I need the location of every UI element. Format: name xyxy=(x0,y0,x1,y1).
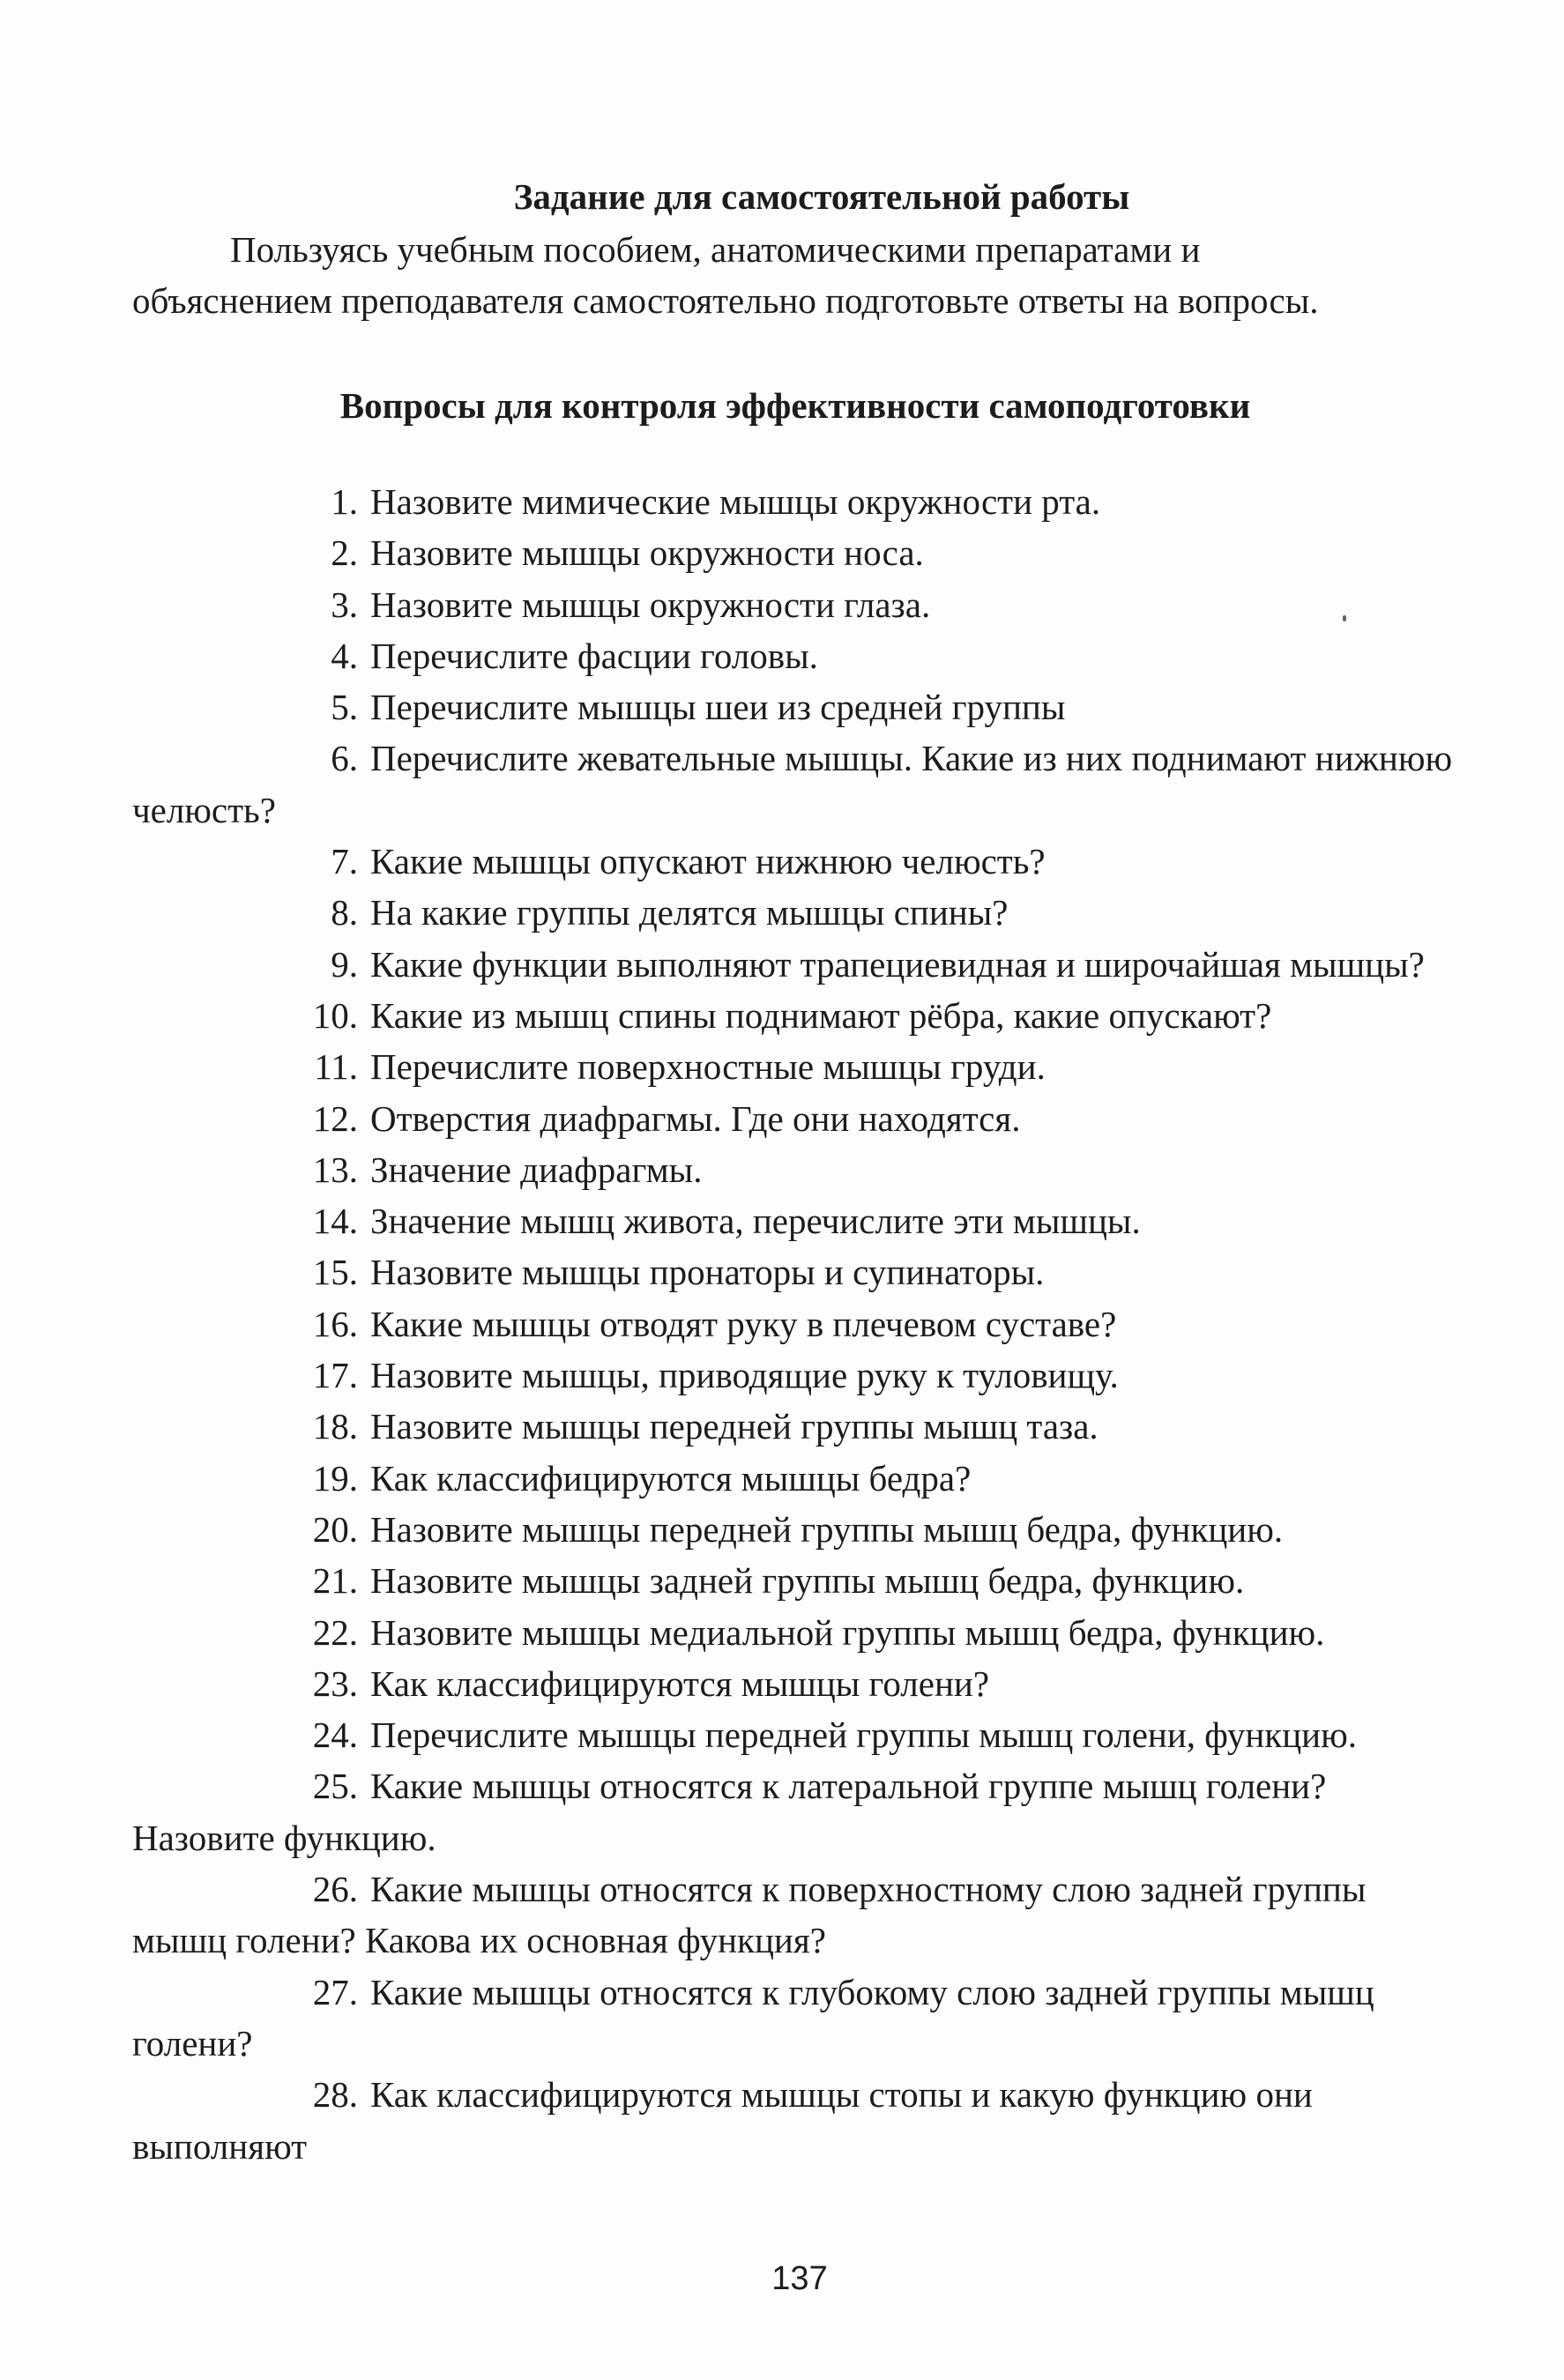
question-text-continuation: челюсть? xyxy=(132,789,276,830)
question-number: 13. xyxy=(312,1149,358,1190)
question-item xyxy=(132,1246,1508,1298)
question-text: Какие мышцы относятся к поверхностному слою задней группы xyxy=(370,1869,1367,1910)
question-number: 28. xyxy=(312,2074,358,2116)
question-text: На какие группы делятся мышцы спины? xyxy=(370,892,1009,933)
question-text: Какие из мышц спины поднимают рёбра, какие опускают? xyxy=(370,994,1272,1036)
question-text: Как классифицируются мышцы голени? xyxy=(370,1662,990,1704)
page-title: Задание для самостоятельной работы xyxy=(513,176,1130,217)
question-number: 3. xyxy=(331,584,358,625)
question-text: Назовите мышцы медиальной группы мышц бедра, функцию. xyxy=(370,1611,1325,1653)
question-number: 4. xyxy=(331,635,358,676)
question-number: 26. xyxy=(312,1869,358,1910)
question-text: Как классифицируются мышцы бедра? xyxy=(370,1457,972,1499)
question-number: 12. xyxy=(312,1097,358,1139)
question-item xyxy=(132,2069,1508,2172)
question-number: 24. xyxy=(312,1714,358,1756)
question-item xyxy=(132,733,1508,836)
question-number: 19. xyxy=(312,1457,358,1499)
question-text: Перечислите жевательные мышцы. Какие из них поднимают нижнюю xyxy=(370,738,1453,779)
question-number: 21. xyxy=(312,1560,358,1602)
question-number: 9. xyxy=(331,943,358,985)
question-text-continuation: выполняют xyxy=(132,2125,308,2167)
question-text: Перечислите фасции головы. xyxy=(370,635,818,676)
question-text: Какие мышцы опускают нижнюю челюсть? xyxy=(370,841,1046,882)
question-number: 11. xyxy=(314,1046,358,1088)
question-number: 15. xyxy=(312,1252,358,1293)
question-text: Назовите мышцы задней группы мышц бедра, функцию. xyxy=(370,1560,1245,1602)
question-item xyxy=(132,1093,1508,1144)
question-item xyxy=(132,1555,1508,1606)
question-list xyxy=(132,476,1508,2172)
question-text-continuation: мышц голени? Какова их основная функция? xyxy=(132,1920,826,1961)
question-text: Назовите мышцы пронаторы и супинаторы. xyxy=(370,1252,1045,1293)
question-number: 5. xyxy=(331,687,358,728)
question-text: Назовите мышцы, приводящие руку к туловищу. xyxy=(370,1355,1119,1396)
question-text-continuation: голени? xyxy=(132,2022,253,2064)
question-item xyxy=(132,1401,1508,1452)
question-text: Какие мышцы отводят руку в плечевом суставе? xyxy=(370,1303,1117,1344)
question-item xyxy=(132,681,1508,733)
question-item xyxy=(132,1195,1508,1246)
question-text: Значение диафрагмы. xyxy=(370,1149,703,1190)
question-item xyxy=(132,1041,1508,1092)
question-text: Значение мышц живота, перечислите эти мышцы. xyxy=(370,1201,1141,1242)
question-text: Назовите мимические мышцы окружности рта. xyxy=(370,481,1101,522)
question-text: Отверстия диафрагмы. Где они находятся. xyxy=(370,1097,1021,1139)
question-item xyxy=(132,1350,1508,1401)
question-item xyxy=(132,939,1508,990)
question-item xyxy=(132,476,1508,527)
question-number: 7. xyxy=(331,841,358,882)
question-text: Перечислите мышцы передней группы мышц голени, функцию. xyxy=(370,1714,1357,1756)
question-number: 20. xyxy=(312,1508,358,1550)
question-number: 2. xyxy=(331,532,358,574)
question-item xyxy=(132,990,1508,1041)
question-text: Перечислите поверхностные мышцы груди. xyxy=(370,1046,1046,1088)
intro-line-1: Пользуясь учебным пособием, анатомическими препаратами и xyxy=(230,229,1201,270)
question-item xyxy=(132,630,1508,681)
question-text: Перечислите мышцы шеи из средней группы xyxy=(370,687,1066,728)
question-number: 6. xyxy=(331,738,358,779)
page-number: 137 xyxy=(771,2260,828,2297)
question-number: 14. xyxy=(312,1201,358,1242)
question-item xyxy=(132,1863,1508,1967)
intro-line-2: объяснением преподавателя самостоятельно подготовьте ответы на вопросы. xyxy=(132,280,1319,321)
question-number: 18. xyxy=(312,1406,358,1447)
question-text: Какие функции выполняют трапециевидная и широчайшая мышцы? xyxy=(370,943,1425,985)
question-text: Назовите мышцы окружности глаза. xyxy=(370,584,931,625)
question-item xyxy=(132,1144,1508,1195)
question-item xyxy=(132,1760,1508,1863)
question-text: Назовите мышцы передней группы мышц таза. xyxy=(370,1406,1099,1447)
question-item xyxy=(132,1453,1508,1504)
question-item xyxy=(132,1298,1508,1350)
intro-paragraph xyxy=(132,224,1455,326)
question-item xyxy=(132,1709,1508,1760)
question-item xyxy=(132,836,1508,887)
question-text: Какие мышцы относятся к латеральной группе мышц голени? xyxy=(370,1766,1327,1807)
question-text: Назовите мышцы передней группы мышц бедра, функцию. xyxy=(370,1508,1284,1550)
questions-heading: Вопросы для контроля эффективности самоподготовки xyxy=(339,385,1251,426)
question-item xyxy=(132,1967,1508,2070)
question-number: 22. xyxy=(312,1611,358,1653)
question-text-continuation: Назовите функцию. xyxy=(132,1817,436,1858)
question-number: 16. xyxy=(312,1303,358,1344)
question-text: Назовите мышцы окружности носа. xyxy=(370,532,924,574)
question-number: 1. xyxy=(331,481,358,522)
question-text: Как классифицируются мышцы стопы и какую функцию они xyxy=(370,2074,1313,2116)
question-text: Какие мышцы относятся к глубокому слою задней группы мышц xyxy=(370,1971,1374,2012)
question-number: 8. xyxy=(331,892,358,933)
question-item xyxy=(132,887,1508,938)
question-item xyxy=(132,1607,1508,1658)
question-item xyxy=(132,1504,1508,1555)
question-number: 10. xyxy=(312,994,358,1036)
question-item xyxy=(132,527,1508,578)
question-item xyxy=(132,1658,1508,1709)
question-number: 27. xyxy=(312,1971,358,2012)
question-number: 17. xyxy=(312,1355,358,1396)
scan-speck xyxy=(1343,615,1346,621)
question-number: 25. xyxy=(312,1766,358,1807)
question-number: 23. xyxy=(312,1662,358,1704)
question-item xyxy=(132,579,1508,630)
